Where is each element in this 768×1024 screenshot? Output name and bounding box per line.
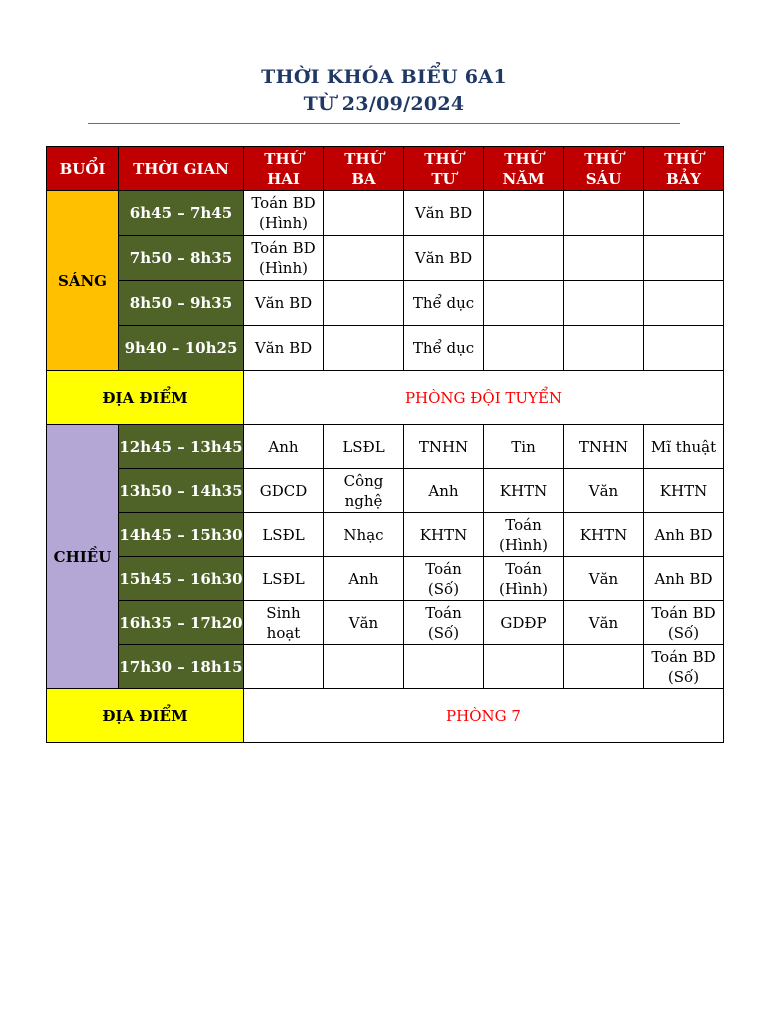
time-slot: 14h45 – 15h30 xyxy=(119,513,244,557)
cell-line: KHTN xyxy=(659,481,708,500)
table-row xyxy=(47,513,724,557)
cell-line: Văn BD xyxy=(254,294,313,312)
cell-line: KHTN xyxy=(579,525,628,544)
cell-line: KHTN xyxy=(499,481,548,500)
subject-cell xyxy=(484,557,564,601)
table-row xyxy=(47,191,724,236)
header-day-line2: BA xyxy=(351,169,376,188)
header-buoi: BUỔI xyxy=(47,147,119,191)
cell-line: Mĩ thuật xyxy=(650,437,717,456)
subject-cell xyxy=(404,513,484,557)
header-day xyxy=(564,147,644,191)
subject-cell xyxy=(244,191,324,236)
header-day-line1: THỨ xyxy=(504,149,543,168)
time-slot: 8h50 – 9h35 xyxy=(119,281,244,326)
subject-cell xyxy=(324,425,404,469)
cell-line: Văn xyxy=(588,613,619,632)
subject-cell xyxy=(244,425,324,469)
subject-cell xyxy=(324,469,404,513)
header-day xyxy=(244,147,324,191)
cell-line: Toán xyxy=(505,559,542,578)
subject-cell xyxy=(244,469,324,513)
subject-cell xyxy=(484,425,564,469)
header-day-line1: THỨ xyxy=(424,149,463,168)
time-slot: 13h50 – 14h35 xyxy=(119,469,244,513)
table-row xyxy=(47,601,724,645)
header-row xyxy=(47,147,724,191)
time-slot: 9h40 – 10h25 xyxy=(119,326,244,371)
subject-cell xyxy=(484,513,564,557)
cell-line: Toán BD xyxy=(251,239,316,257)
cell-line: Văn BD xyxy=(414,204,473,222)
cell-line: Toán BD xyxy=(651,647,716,666)
time-slot: 6h45 – 7h45 xyxy=(119,191,244,236)
subject-cell xyxy=(404,326,484,371)
cell-line: Sinh xyxy=(266,603,301,622)
subject-cell xyxy=(644,557,724,601)
subject-cell xyxy=(244,557,324,601)
subject-cell xyxy=(324,557,404,601)
page-title: THỜI KHÓA BIỂU 6A1 xyxy=(261,66,507,88)
subject-cell xyxy=(564,557,644,601)
subject-cell xyxy=(644,425,724,469)
cell-line: LSĐL xyxy=(262,525,305,544)
subject-cell xyxy=(404,236,484,281)
cell-line: (Số) xyxy=(427,623,460,642)
place-value: PHÒNG ĐỘI TUYỂN xyxy=(244,371,724,425)
cell-line: TNHN xyxy=(578,437,629,456)
cell-line: Anh xyxy=(348,569,379,588)
time-slot: 7h50 – 8h35 xyxy=(119,236,244,281)
subject-cell xyxy=(244,236,324,281)
cell-line: Công xyxy=(343,471,384,490)
page-subtitle-date: TỪ 23/09/2024 xyxy=(303,93,465,115)
subject-cell xyxy=(564,281,644,326)
cell-line: Anh BD xyxy=(654,525,713,544)
subject-cell xyxy=(564,513,644,557)
subject-cell xyxy=(324,513,404,557)
cell-line: Thể dục xyxy=(412,339,475,357)
cell-line: Toán xyxy=(425,559,462,578)
cell-line: Văn BD xyxy=(414,249,473,267)
cell-line: GDĐP xyxy=(500,613,547,632)
table-row xyxy=(47,469,724,513)
cell-line: (Hình) xyxy=(259,259,308,277)
cell-line: (Hình) xyxy=(499,579,548,598)
subject-cell xyxy=(404,645,484,689)
place-row xyxy=(47,371,724,425)
subject-cell xyxy=(324,645,404,689)
header-day xyxy=(484,147,564,191)
time-slot: 12h45 – 13h45 xyxy=(119,425,244,469)
table-row xyxy=(47,281,724,326)
place-label: ĐỊA ĐIỂM xyxy=(47,689,244,743)
subject-cell xyxy=(324,601,404,645)
place-label: ĐỊA ĐIỂM xyxy=(47,371,244,425)
subject-cell xyxy=(644,645,724,689)
cell-line: (Số) xyxy=(427,579,460,598)
cell-line: Toán BD xyxy=(651,603,716,622)
subject-cell xyxy=(404,191,484,236)
table-row xyxy=(47,236,724,281)
cell-line: Anh xyxy=(428,481,459,500)
header-day xyxy=(324,147,404,191)
subject-cell xyxy=(644,326,724,371)
subject-cell xyxy=(484,281,564,326)
header-day-line2: NĂM xyxy=(502,169,545,188)
cell-line: Văn xyxy=(588,569,619,588)
subject-cell xyxy=(564,469,644,513)
header-day-line2: HAI xyxy=(267,169,300,188)
subject-cell xyxy=(564,601,644,645)
cell-line: hoạt xyxy=(266,623,301,642)
subject-cell xyxy=(564,645,644,689)
subject-cell xyxy=(564,425,644,469)
subject-cell xyxy=(244,281,324,326)
time-slot: 15h45 – 16h30 xyxy=(119,557,244,601)
cell-line: Văn BD xyxy=(254,339,313,357)
subject-cell xyxy=(244,326,324,371)
header-thoi-gian: THỜI GIAN xyxy=(119,147,244,191)
cell-line: LSĐL xyxy=(262,569,305,588)
time-slot: 16h35 – 17h20 xyxy=(119,601,244,645)
cell-line: nghệ xyxy=(344,491,383,510)
cell-line: Anh xyxy=(268,437,299,456)
cell-line: Văn xyxy=(588,481,619,500)
header-day-line1: THỨ xyxy=(264,149,303,168)
header-day xyxy=(404,147,484,191)
cell-line: Anh BD xyxy=(654,569,713,588)
header-day-line1: THỨ xyxy=(584,149,623,168)
title-divider xyxy=(88,123,680,124)
subject-cell xyxy=(644,191,724,236)
subject-cell xyxy=(404,469,484,513)
session-label-afternoon: CHIỀU xyxy=(47,425,119,689)
cell-line: (Hình) xyxy=(499,535,548,554)
subject-cell xyxy=(404,601,484,645)
session-label-morning: SÁNG xyxy=(47,191,119,371)
cell-line: (Số) xyxy=(667,667,700,686)
cell-line: Toán xyxy=(425,603,462,622)
subject-cell xyxy=(404,425,484,469)
cell-line: KHTN xyxy=(419,525,468,544)
subject-cell xyxy=(244,645,324,689)
subject-cell xyxy=(404,557,484,601)
cell-line: TNHN xyxy=(418,437,469,456)
header-day-line1: THỨ xyxy=(344,149,383,168)
header-day xyxy=(644,147,724,191)
subject-cell xyxy=(244,513,324,557)
subject-cell xyxy=(564,236,644,281)
table-row xyxy=(47,326,724,371)
subject-cell xyxy=(484,191,564,236)
cell-line: Tin xyxy=(511,437,536,456)
cell-line: GDCD xyxy=(259,481,308,500)
subject-cell xyxy=(564,326,644,371)
subject-cell xyxy=(644,601,724,645)
cell-line: LSĐL xyxy=(342,437,385,456)
header-day-line2: TƯ xyxy=(431,169,456,188)
subject-cell xyxy=(324,191,404,236)
subject-cell xyxy=(484,469,564,513)
header-day-line2: SÁU xyxy=(585,169,622,188)
subject-cell xyxy=(484,601,564,645)
subject-cell xyxy=(324,326,404,371)
table-row xyxy=(47,645,724,689)
subject-cell xyxy=(644,469,724,513)
subject-cell xyxy=(324,281,404,326)
subject-cell xyxy=(644,281,724,326)
cell-line: Nhạc xyxy=(343,525,384,544)
cell-line: Toán xyxy=(505,515,542,534)
cell-line: (Hình) xyxy=(259,214,308,232)
subject-cell xyxy=(484,326,564,371)
subject-cell xyxy=(324,236,404,281)
subject-cell xyxy=(244,601,324,645)
subject-cell xyxy=(404,281,484,326)
place-row xyxy=(47,689,724,743)
cell-line: Toán BD xyxy=(251,194,316,212)
subject-cell xyxy=(564,191,644,236)
time-slot: 17h30 – 18h15 xyxy=(119,645,244,689)
header-day-line2: BẢY xyxy=(665,169,702,188)
cell-line: Thể dục xyxy=(412,294,475,312)
subject-cell xyxy=(484,645,564,689)
subject-cell xyxy=(644,513,724,557)
subject-cell xyxy=(484,236,564,281)
header-day-line1: THỨ xyxy=(664,149,703,168)
place-value: PHÒNG 7 xyxy=(244,689,724,743)
cell-line: (Số) xyxy=(667,623,700,642)
table-row xyxy=(47,557,724,601)
timetable xyxy=(46,146,724,743)
cell-line: Văn xyxy=(348,613,379,632)
table-row xyxy=(47,425,724,469)
subject-cell xyxy=(644,236,724,281)
